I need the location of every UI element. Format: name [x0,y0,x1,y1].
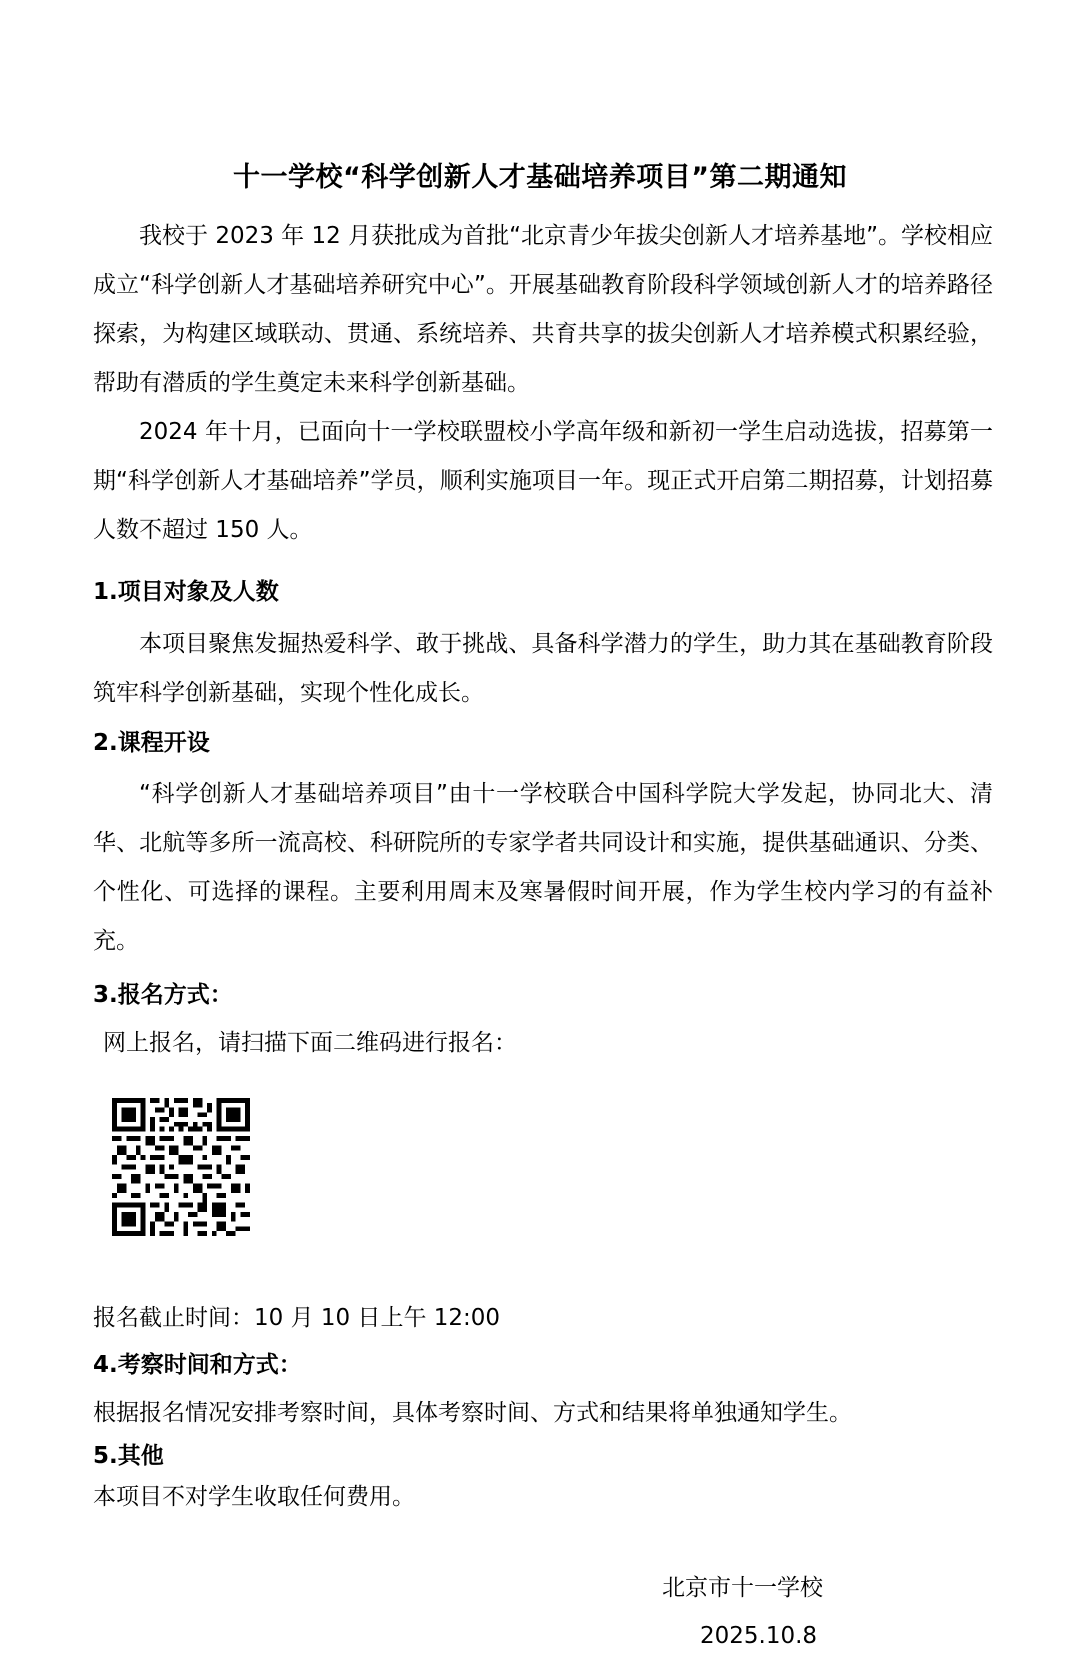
section-2-body: “科学创新人才基础培养项目”由十一学校联合中国科学院大学发起，协同北大、清华、北航等多所一流高校、科研院所的专家学者共同设计和实施，提供基础通识、分类、个性化、可选择的课程。主要利用周末及寒暑假时间开展，作为学生校内学习的有益补充。 [93,781,993,954]
signature-date: 2025.10.8 [700,1623,818,1649]
registration-deadline: 报名截止时间：10 月 10 日上午 12:00 [93,1305,501,1331]
notice-title: 十一学校“科学创新人才基础培养项目”第二期通知 [233,162,847,193]
section-3-body: 网上报名，请扫描下面二维码进行报名： [103,1030,517,1056]
section-5-body: 本项目不对学生收取任何费用。 [93,1484,415,1510]
signature-organization: 北京市十一学校 [662,1575,823,1601]
section-2-heading: 2.课程开设 [93,730,210,756]
intro-paragraph-1: 我校于 2023 年 12 月获批成为首批“北京青少年拔尖创新人才培养基地”。学校相应成立“科学创新人才基础培养研究中心”。开展基础教育阶段科学领域创新人才的培养路径探索，为构建区域联动、贯通、系统培养、共育共享的拔尖创新人才培养模式积累经验，帮助有潜质的学生奠定未来科学创新基础。 [93,223,993,396]
section-5-heading: 5.其他 [93,1443,164,1469]
section-1-body: 本项目聚焦发掘热爱科学、敢于挑战、具备科学潜力的学生，助力其在基础教育阶段筑牢科学创新基础，实现个性化成长。 [93,631,993,706]
section-3-heading: 3.报名方式： [93,982,233,1008]
section-1-heading: 1.项目对象及人数 [93,579,279,605]
section-4-heading: 4.考察时间和方式： [93,1352,302,1378]
intro-paragraph-2: 2024 年十月，已面向十一学校联盟校小学高年级和新初一学生启动选拔，招募第一期“科学创新人才基础培养”学员，顺利实施项目一年。现正式开启第二期招募，计划招募人数不超过 150 人。 [93,419,993,543]
section-4-body: 根据报名情况安排考察时间，具体考察时间、方式和结果将单独通知学生。 [93,1400,852,1426]
qr-code-image [112,1098,250,1236]
